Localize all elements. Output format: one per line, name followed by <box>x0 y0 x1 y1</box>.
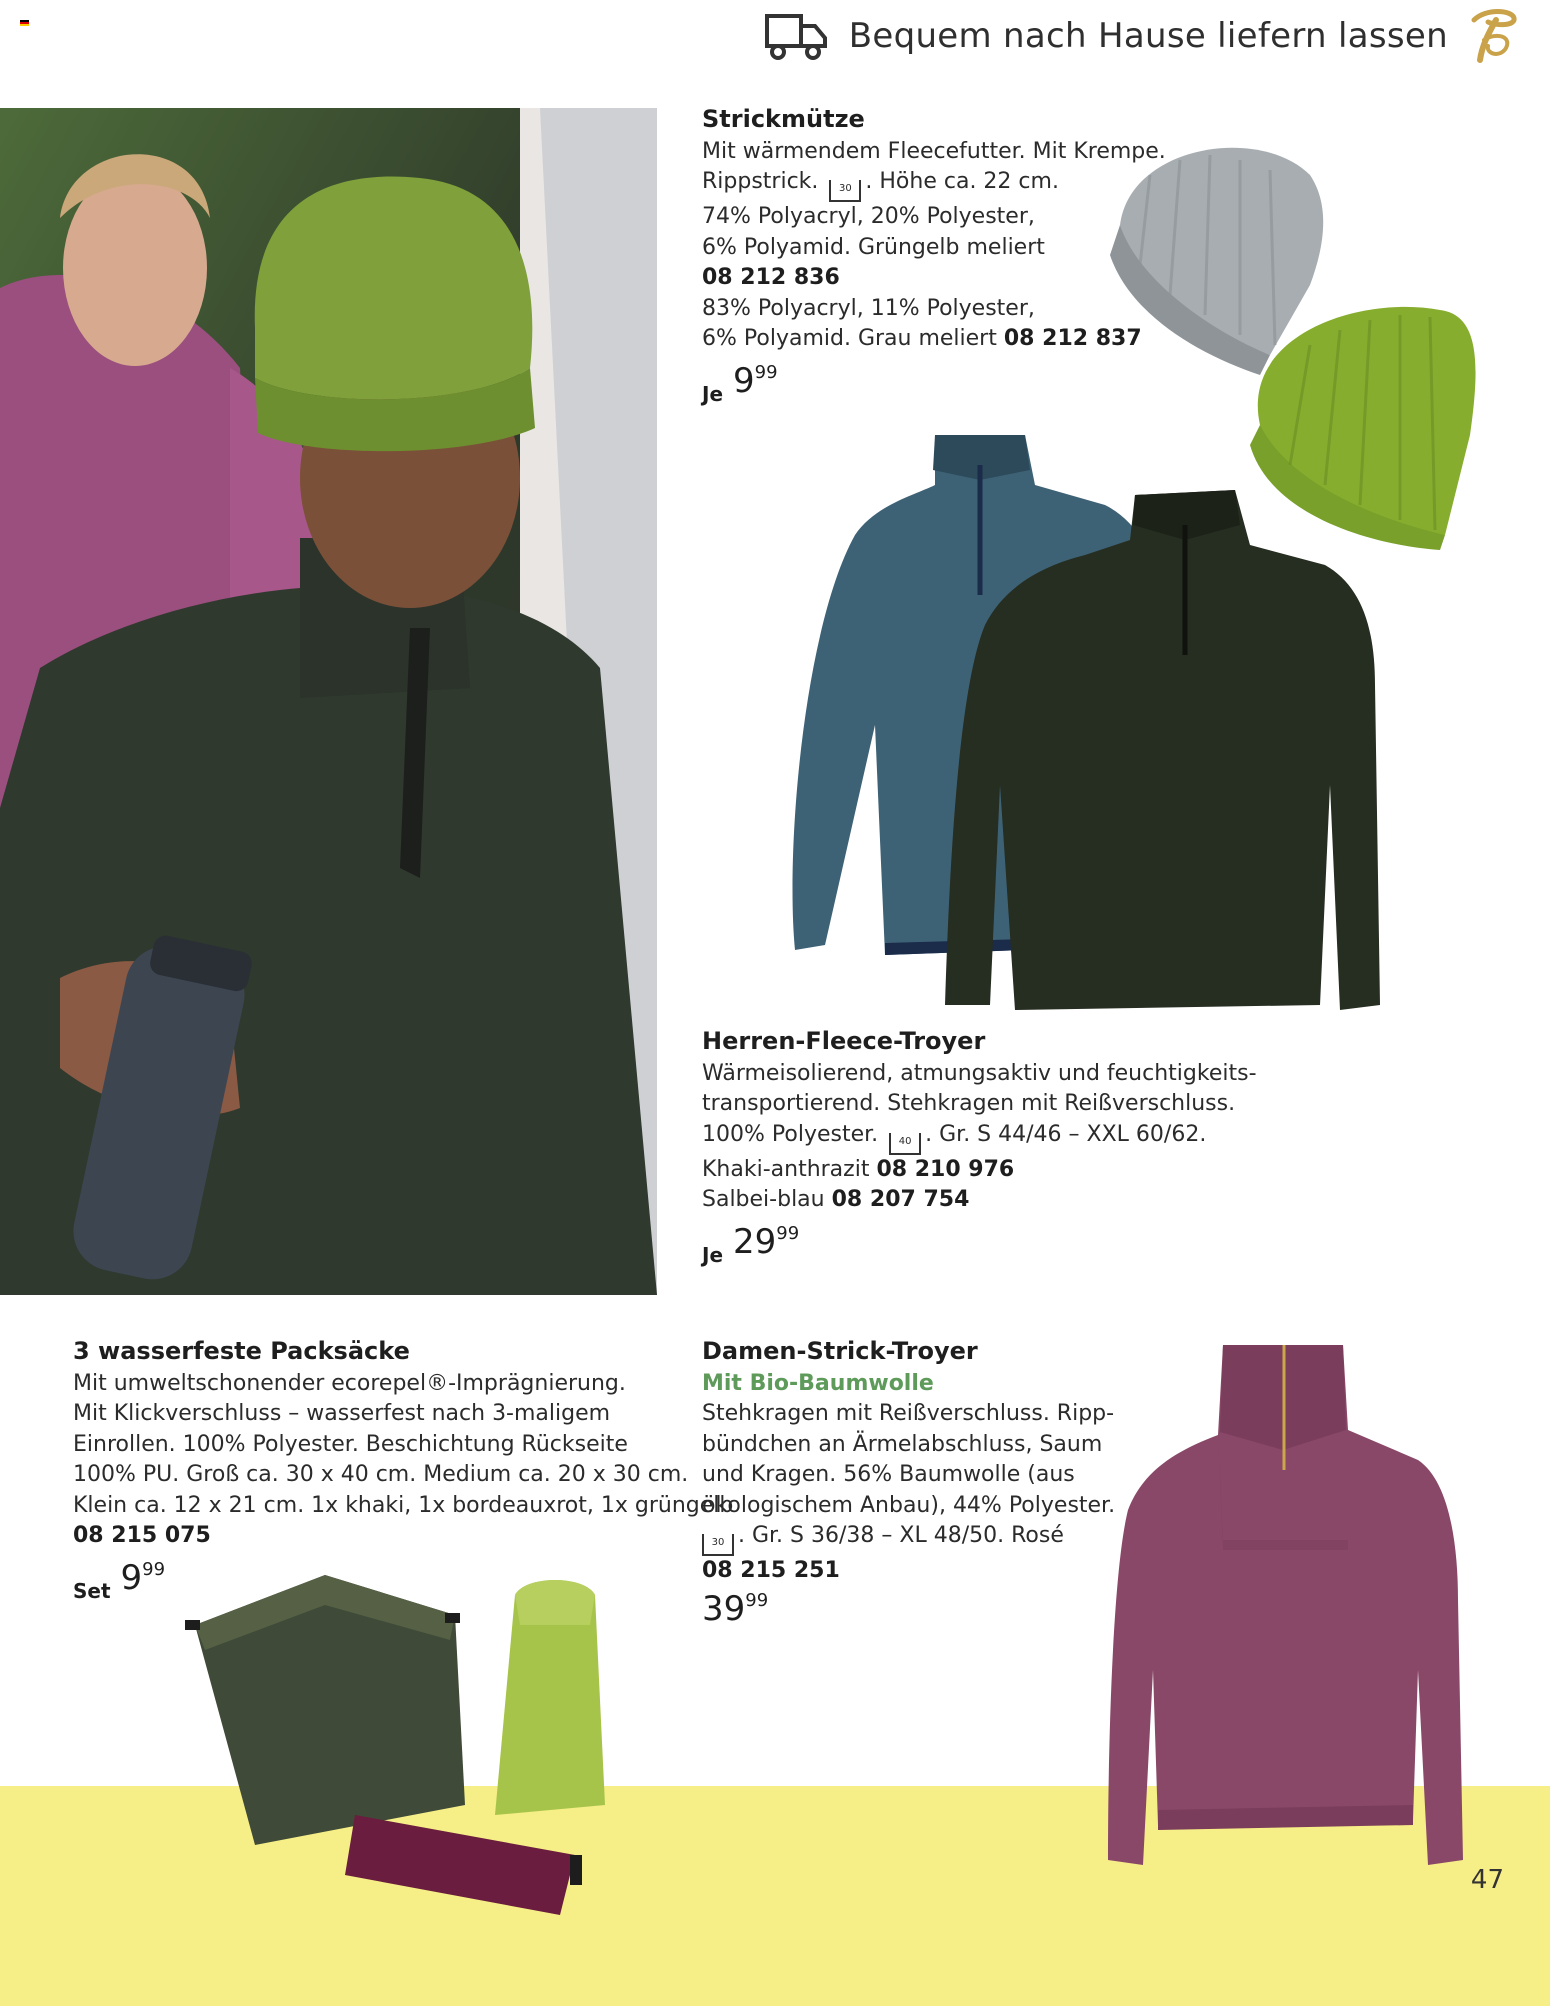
price-euros: 39 <box>702 1588 746 1629</box>
fleece-desc-line: . Gr. S 44/46 – XXL 60/62. <box>925 1121 1207 1147</box>
wash-40-icon: 40 <box>889 1133 921 1155</box>
bags-title: 3 wasserfeste Packsäcke <box>73 1337 410 1365</box>
fleece-info <box>702 1026 1257 1270</box>
tchibo-logo-icon <box>1466 6 1520 66</box>
wash-30-icon: 30 <box>829 180 861 202</box>
sweater-desc-line: und Kragen. 56% Baumwolle (aus <box>702 1462 1075 1487</box>
fleece-article-number: 08 207 754 <box>831 1187 970 1212</box>
price-euros: 29 <box>733 1221 777 1262</box>
sweater-title: Damen-Strick-Troyer <box>702 1337 978 1365</box>
lifestyle-photo <box>0 108 657 1295</box>
page-number: 47 <box>1470 1865 1504 1895</box>
sweater-article-number: 08 215 251 <box>702 1558 840 1583</box>
fleece-article-number: 08 210 976 <box>876 1156 1015 1182</box>
fleece-price <box>702 1222 1257 1271</box>
sweater-price <box>702 1589 1115 1629</box>
bags-info <box>73 1336 733 1606</box>
price-prefix: Je <box>702 1242 724 1267</box>
delivery-van-icon <box>763 8 831 64</box>
hat-desc-line: . Höhe ca. 22 cm. <box>865 169 1059 194</box>
hat-desc-line: 74% Polyacryl, 20% Polyester, <box>702 204 1035 229</box>
fleece-desc-line: 100% Polyester. <box>702 1121 879 1147</box>
hat-title: Strickmütze <box>702 105 865 133</box>
fleece-troyer-images <box>785 425 1385 1015</box>
page-header <box>763 0 1520 72</box>
hat-price <box>702 361 1166 410</box>
fleece-desc-line: Wärmeisolierend, atmungsaktiv und feuchtigkeits- <box>702 1060 1257 1086</box>
fleece-title: Herren-Fleece-Troyer <box>702 1027 986 1055</box>
hat-desc-line: Rippstrick. <box>702 169 819 194</box>
sweater-desc-line: ökologischem Anbau), 44% Polyester. <box>702 1492 1116 1518</box>
fleece-color: Salbei-blau <box>702 1187 825 1212</box>
hat-desc-line: 83% Polyacryl, 11% Polyester, <box>702 295 1035 321</box>
language-flag-icon <box>20 20 29 26</box>
header-text: Bequem nach Hause liefern lassen <box>848 16 1448 56</box>
hat-desc-line: Mit wärmendem Fleecefutter. Mit Krempe. <box>702 138 1166 164</box>
sweater-subtitle: Mit Bio-Baumwolle <box>702 1370 934 1396</box>
hat-info <box>702 104 1166 409</box>
wash-30-icon: 30 <box>702 1534 734 1556</box>
hat-desc-line: 6% Polyamid. Grüngelb meliert <box>702 234 1045 260</box>
hat-desc-line: 6% Polyamid. Grau meliert <box>702 326 997 351</box>
price-prefix: Set <box>73 1578 111 1603</box>
price-euros: 9 <box>733 360 755 401</box>
price-cents: 99 <box>776 1222 800 1244</box>
fleece-desc-line: transportierend. Stehkragen mit Reißverschluss. <box>702 1091 1236 1116</box>
sweater-desc-line: bündchen an Ärmelabschluss, Saum <box>702 1431 1103 1457</box>
bags-desc-line: Klein ca. 12 x 21 cm. 1x khaki, 1x bordeauxrot, 1x grüngelb <box>73 1492 734 1518</box>
hat-article-number: 08 212 836 <box>702 265 840 290</box>
price-prefix: Je <box>702 381 724 406</box>
bags-desc-line: Einrollen. 100% Polyester. Beschichtung Rückseite <box>73 1431 628 1457</box>
knit-troyer-image <box>1098 1340 1468 1880</box>
sweater-desc-line: . Gr. S 36/38 – XL 48/50. Rosé <box>738 1523 1064 1548</box>
sweater-info <box>702 1336 1115 1629</box>
bags-desc-line: 100% PU. Groß ca. 30 x 40 cm. Medium ca. 20 x 30 cm. <box>73 1462 689 1487</box>
hat-article-number: 08 212 837 <box>1003 326 1142 351</box>
price-cents: 99 <box>142 1558 166 1580</box>
price-cents: 99 <box>754 361 778 383</box>
sweater-desc-line: Stehkragen mit Reißverschluss. Ripp- <box>702 1401 1115 1426</box>
bags-desc-line: Mit Klickverschluss – wasserfest nach 3-maligem <box>73 1401 611 1426</box>
fleece-color: Khaki-anthrazit <box>702 1156 870 1182</box>
price-euros: 9 <box>120 1557 143 1598</box>
bags-article-number: 08 215 075 <box>73 1523 211 1548</box>
price-cents: 99 <box>745 1589 769 1611</box>
bags-price <box>73 1558 733 1607</box>
bags-desc-line: Mit umweltschonender ecorepel®-Imprägnierung. <box>73 1370 626 1396</box>
pack-bags-images <box>185 1555 655 1935</box>
